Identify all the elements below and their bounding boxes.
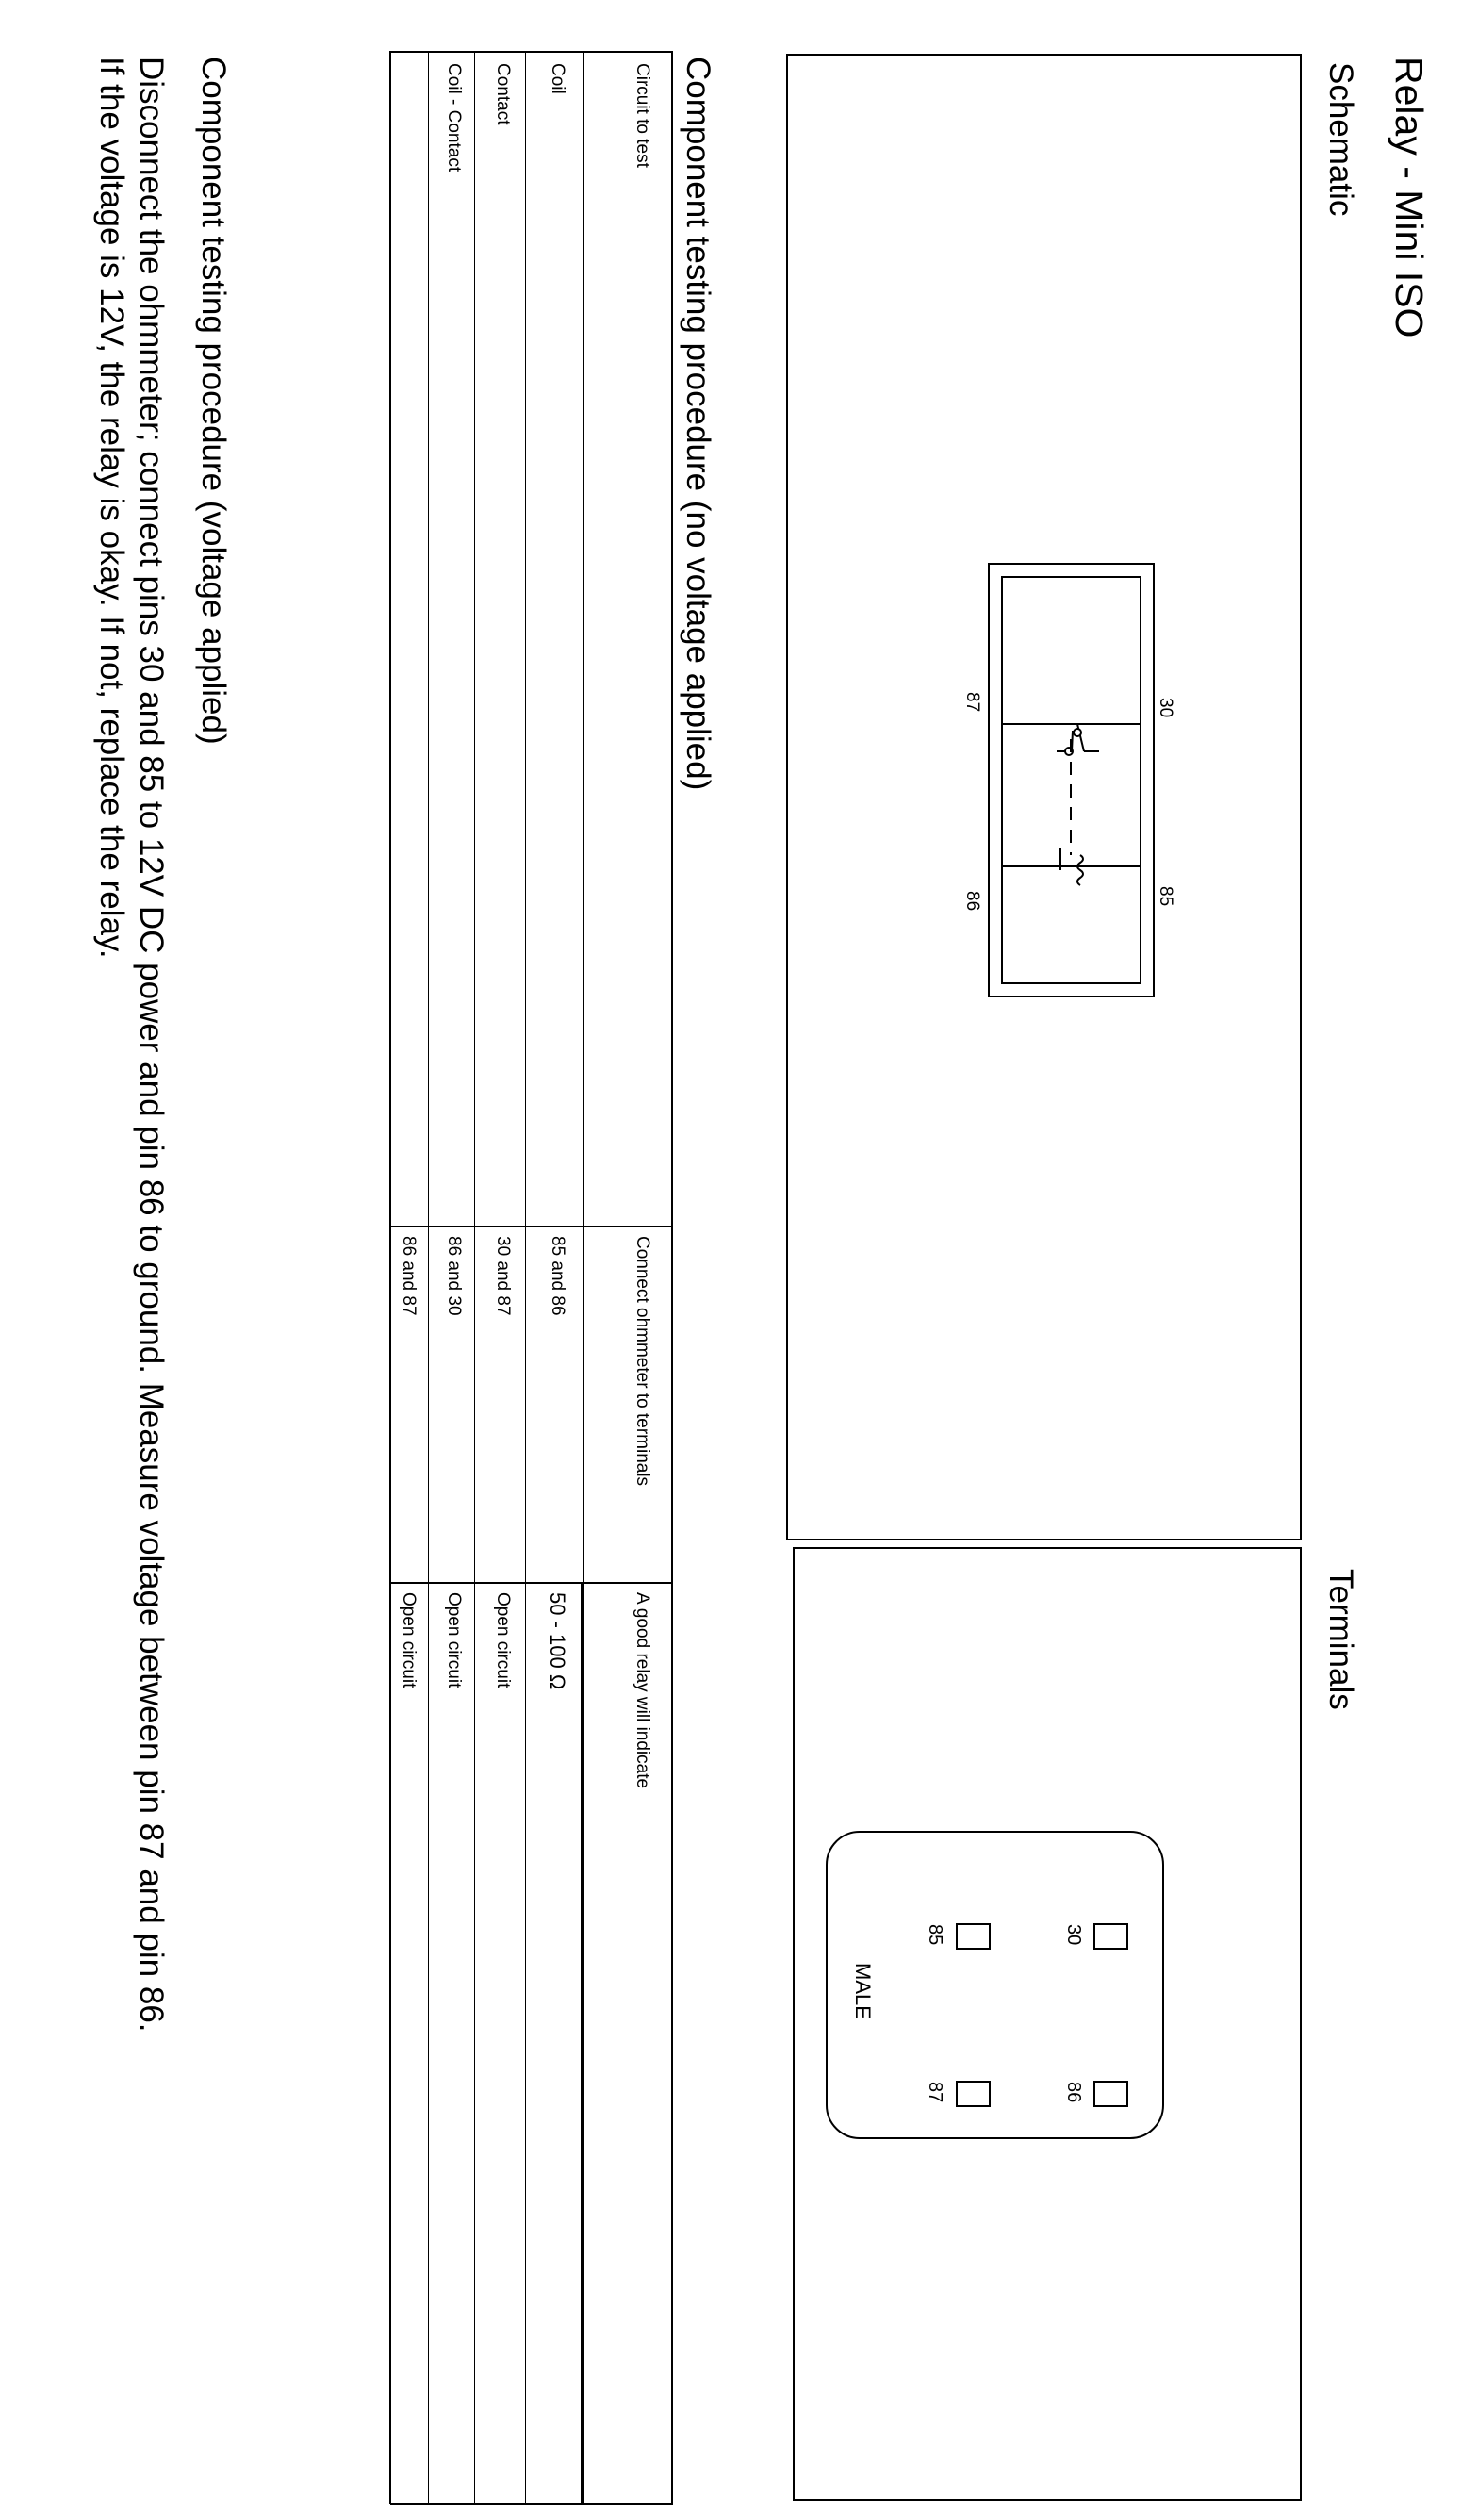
voltage-heading: Component testing procedure (voltage applied) [195, 57, 232, 745]
terminals-diagram [793, 1547, 1302, 2501]
table-header-circuit: Circuit to test [632, 63, 652, 168]
table-heading: Component testing procedure (no voltage applied) [680, 57, 716, 791]
page-title: Relay - Mini ISO [1388, 57, 1431, 338]
testing-table [390, 51, 673, 2504]
row-circuit: Contact [493, 63, 513, 125]
row-connect: 85 and 86 [548, 1236, 567, 1316]
schematic-pin-85: 85 [1156, 886, 1175, 907]
schematic-pin-30: 30 [1156, 698, 1175, 718]
schematic-panel [786, 54, 1302, 1540]
row-circuit: Coil [548, 63, 567, 94]
schematic-pin-86: 86 [962, 891, 982, 912]
terminal-85-label: 85 [925, 1924, 945, 1946]
table-header-result: A good relay will indicate [632, 1592, 652, 1789]
terminal-86-label: 86 [1063, 2082, 1084, 2103]
terminals-male-label: MALE [851, 1963, 875, 2019]
row-result: 50 - 100 Ω [546, 1592, 569, 1690]
terminal-87-label: 87 [925, 2082, 945, 2103]
row-connect: 30 and 87 [493, 1236, 513, 1316]
table-header-connect: Connect ohmmeter to terminals [632, 1236, 652, 1487]
terminals-panel [793, 1547, 1302, 2501]
schematic-heading: Schematic [1322, 62, 1359, 217]
row-result: Open circuit [444, 1592, 464, 1688]
row-circuit: Coil - Contact [444, 63, 464, 173]
voltage-instructions-line-1: Disconnect the ohmmeter; connect pins 30 and 85 to 12V DC power and pin 86 to ground. Measure voltage between pin 87 and pin 86. [133, 57, 170, 2033]
row-connect: 86 and 87 [399, 1236, 419, 1316]
schematic-pin-87: 87 [962, 692, 982, 713]
voltage-instructions-line-2: If the voltage is 12V, the relay is okay. If not, replace the relay. [93, 57, 130, 959]
relay-schematic-diagram [786, 54, 1302, 1540]
terminal-30-label: 30 [1063, 1924, 1084, 1946]
row-result: Open circuit [493, 1592, 513, 1688]
row-connect: 86 and 30 [444, 1236, 464, 1316]
terminals-heading: Terminals [1322, 1569, 1359, 1710]
row-result: Open circuit [399, 1592, 419, 1688]
